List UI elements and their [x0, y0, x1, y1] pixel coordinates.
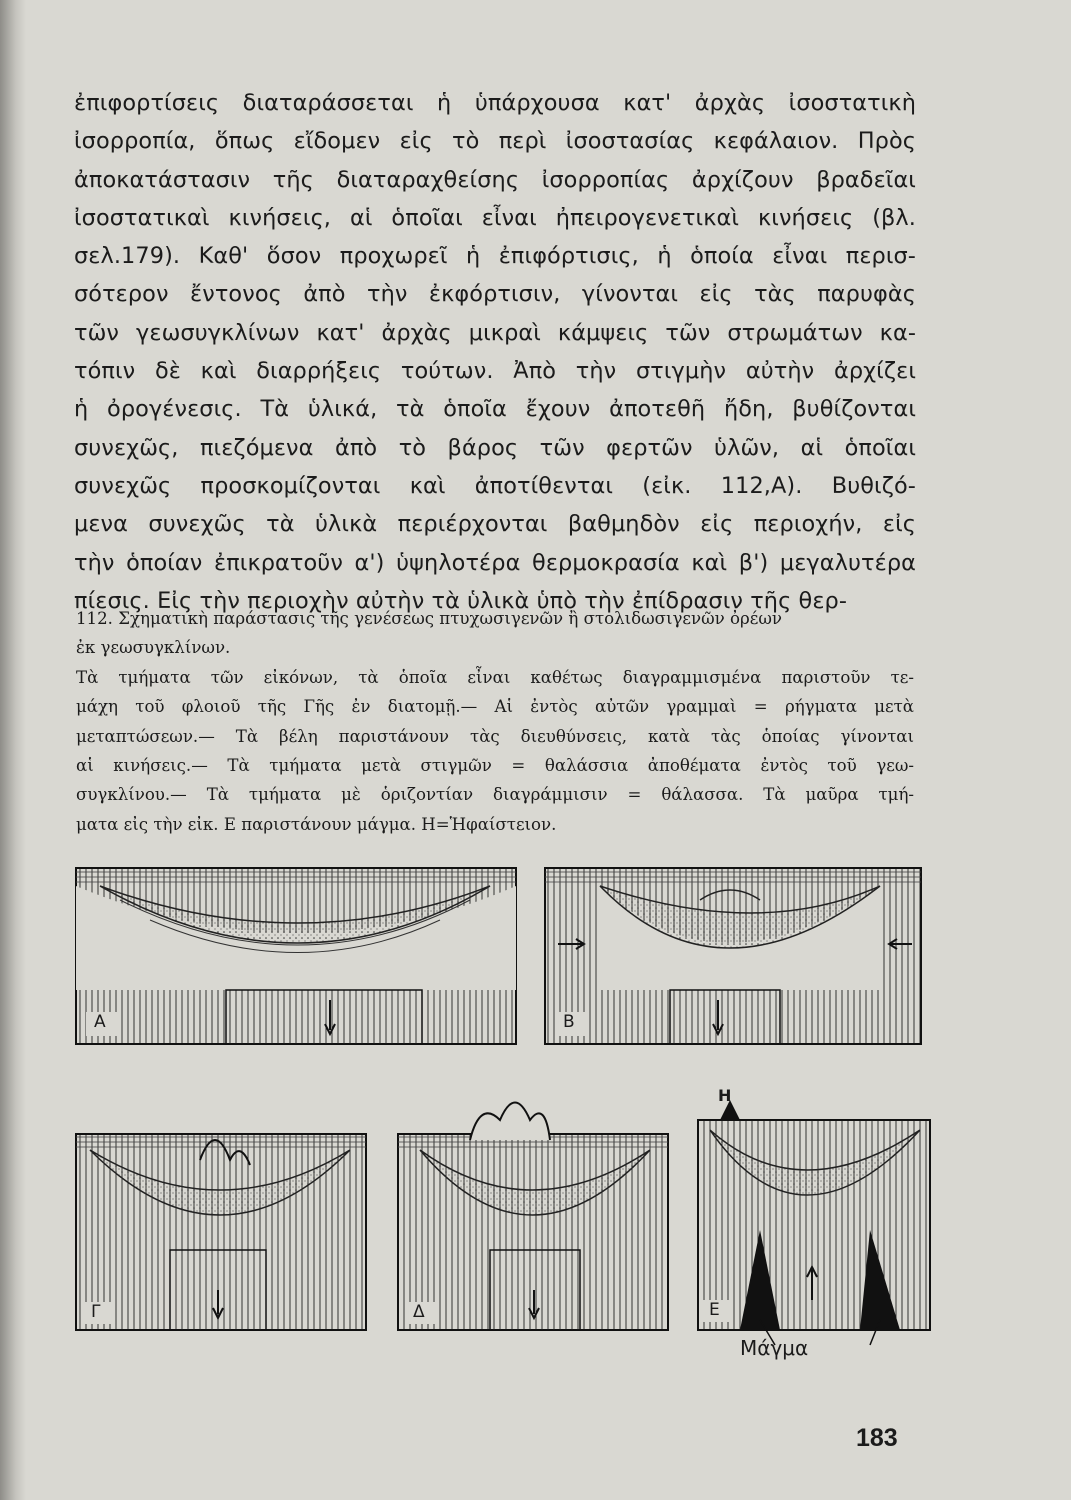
caption-line: 112. Σχηματικὴ παράστασις τῆς γενέσεως πτυχωσιγενῶν ἢ στολιδωσιγενῶν ὀρέων [76, 609, 782, 628]
panel-label-gamma: Γ [88, 1302, 103, 1322]
text-line: σελ.179). Καθ' ὅσον προχωρεῖ ἡ ἐπιφόρτισις, ἡ ὁποία εἶναι περισ- [74, 243, 916, 270]
text-line: μενα συνεχῶς τὰ ὑλικὰ περιέρχονται βαθμηδὸν εἰς περιοχήν, εἰς [74, 511, 916, 538]
text-line: τῶν γεωσυγκλίνων κατ' ἀρχὰς μικραὶ κάμψεις τῶν στρωμάτων κα- [74, 319, 916, 346]
page-number: 183 [856, 1424, 898, 1452]
text-line: συνεχῶς, πιεζόμενα ἀπὸ τὸ βάρος τῶν φερτῶν ὑλῶν, αἱ ὁποῖαι [74, 434, 916, 461]
caption-line: μεταπτώσεων.— Τὰ βέλη παριστάνουν τὰς διευθύνσεις, κατὰ τὰς ὁποίας γίνονται [76, 726, 914, 746]
magma-label: Μάγμα [740, 1336, 809, 1360]
caption-line: συγκλίνου.— Τὰ τμήματα μὲ ὁριζοντίαν διαγράμμισιν = θάλασσα. Τὰ μαῦρα τμή- [76, 785, 914, 805]
text-line: πίεσις. Εἰς τὴν περιοχὴν αὐτὴν τὰ ὑλικὰ ὑπὸ τὴν ἐπίδρασιν τῆς θερ- [74, 587, 848, 614]
panel-label-b: Β [560, 1012, 578, 1032]
caption-line: ματα εἰς τὴν εἰκ. Ε παριστάνουν μάγμα. Η=Ἡφαίστειον. [76, 814, 557, 834]
panel-delta [398, 1103, 668, 1331]
text-line: ἐπιφορτίσεις διαταράσσεται ἡ ὑπάρχουσα κατ' ἀρχὰς ἰσοστατικὴ [74, 90, 916, 116]
text-line: σότερον ἔντονος ἀπὸ τὴν ἐκφόρτισιν, γίνονται εἰς τὰς παρυφὰς [74, 281, 916, 308]
panel-gamma [76, 1134, 366, 1330]
text-line: συνεχῶς προσκομίζονται καὶ ἀποτίθενται (εἰκ. 112,Α). Βυθιζό- [74, 472, 916, 499]
caption-line: αἱ κινήσεις.— Τὰ τμήματα μετὰ στιγμῶν = θαλάσσια ἀποθέματα ἐντὸς τοῦ γεω- [76, 755, 914, 775]
text-line: ἡ ὀρογένεσις. Τὰ ὑλικά, τὰ ὁποῖα ἔχουν ἀποτεθῆ ἤδη, βυθίζονται [74, 396, 916, 423]
caption-line: μάχη τοῦ φλοιοῦ τῆς Γῆς ἐν διατομῇ.— Αἱ ἐντὸς αὐτῶν γραμμαὶ = ρήγματα μετὰ [76, 697, 914, 717]
panel-label-epsilon: Ε [706, 1300, 723, 1320]
text-line: τόπιν δὲ καὶ διαρρήξεις τούτων. Ἀπὸ τὴν στιγμὴν αὐτὴν ἀρχίζει [74, 358, 916, 385]
caption-line: Τὰ τμήματα τῶν εἰκόνων, τὰ ὁποῖα εἶναι καθέτως διαγραμμισμένα παριστοῦν τε- [76, 667, 914, 687]
panel-a [76, 868, 516, 1044]
volcano-label: Η [718, 1086, 732, 1105]
panel-label-a: Α [91, 1012, 109, 1032]
text-line: τὴν ὁποίαν ἐπικρατοῦν α') ὑψηλοτέρα θερμοκρασία καὶ β') μεγαλυτέρα [74, 549, 916, 576]
text-line: ἰσοστατικαὶ κινήσεις, αἱ ὁποῖαι εἶναι ἠπειρογενετικαὶ κινήσεις (βλ. [74, 204, 916, 231]
text-line: ἰσορροπία, ὅπως εἴδομεν εἰς τὸ περὶ ἰσοστασίας κεφάλαιον. Πρὸς [74, 128, 916, 155]
panel-epsilon [698, 1100, 930, 1345]
panel-b [545, 868, 921, 1044]
panel-label-delta: Δ [410, 1302, 428, 1322]
text-line: ἀποκατάστασιν τῆς διαταραχθείσης ἰσορροπίας ἀρχίζουν βραδεῖαι [74, 166, 916, 193]
caption-line: ἐκ γεωσυγκλίνων. [76, 638, 231, 658]
